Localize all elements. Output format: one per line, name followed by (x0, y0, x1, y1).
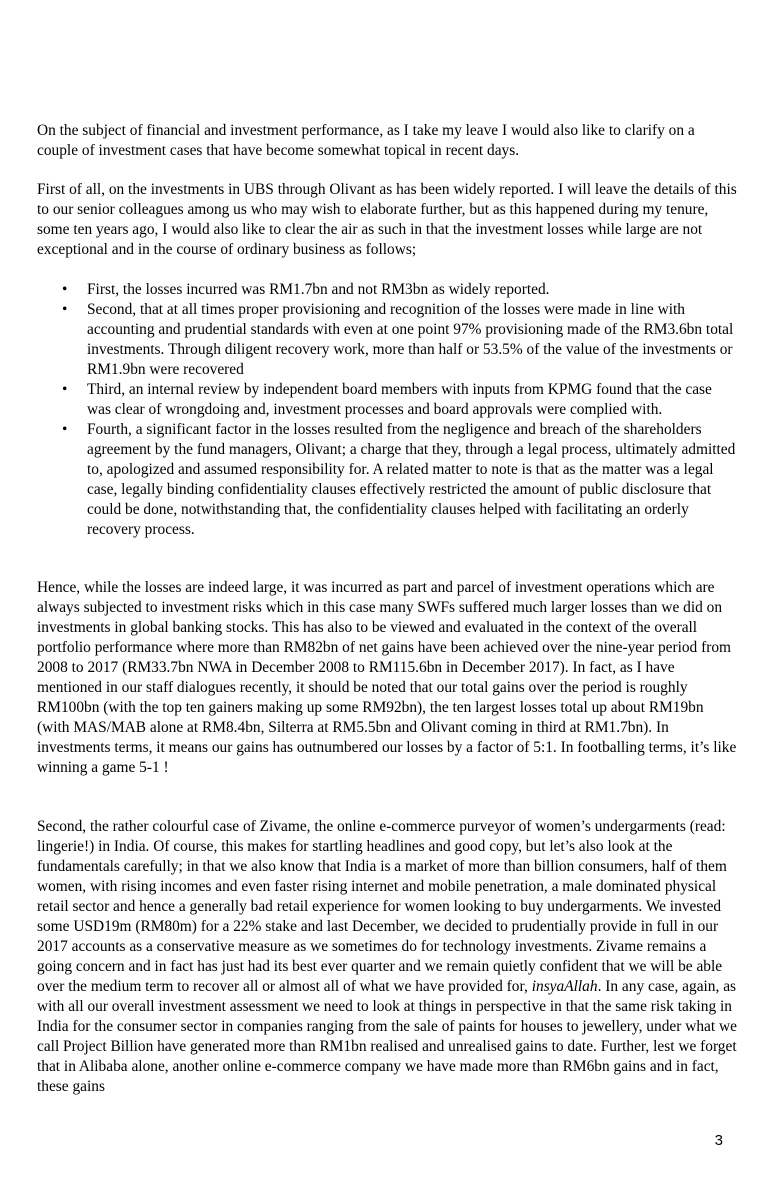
bullet-icon: • (62, 281, 68, 298)
paragraph-zivame: Second, the rather colourful case of Zivame, the online e-commerce purveyor of women’s undergarments (read: lingerie!) in India. Of course, this makes for startling headlines and good copy, but let’s also look at the fundamentals carefully; in that we also know that India is a market of more than billion consumers, half of them women, with rising incomes and even faster rising internet and mobile penetration, a male dominated physical retail sector and hence a generally bad retail experience for women looking to buy undergarments. We invested some USD19m (RM80m) for a 22% stake and last December, we decided to prudentially provide in full in our 2017 accounts as a conservative measure as we sometimes do for technology investments. Zivame remains a going concern and in fact has just had its best ever quarter and we remain quietly confident that we will be able over the medium term to recover all or almost all of what we have provided for, insyaAllah. In any case, again, as with all our overall investment assessment we need to look at things in perspective in that the same risk taking in India for the consumer sector in companies ranging from the sale of paints for houses to jewellery, under what we call Project Billion have generated more than RM1bn realised and unrealised gains to date. Further, lest we forget that in Alibaba alone, another online e-commerce company we have made more than RM6bn gains and in fact, these gains (37, 818, 737, 1095)
bullet-icon: • (62, 421, 68, 438)
list-item (37, 300, 737, 380)
italic-insyaallah: insyaAllah (531, 978, 598, 995)
paragraph-losses-context: Hence, while the losses are indeed large, it was incurred as part and parcel of investment operations which are always subjected to investment risks which in this case many SWFs suffered much larger losses than we did on investments in global banking stocks. This has also to be viewed and evaluated in the context of the overall portfolio performance where more than RM82bn of net gains have been achieved over the nine-year period from 2008 to 2017 (RM33.7bn NWA in December 2008 to RM115.6bn in December 2017). In fact, as I have mentioned in our staff dialogues recently, it should be noted that our total gains over the period is roughly RM100bn (with the top ten gainers making up some RM92bn), the ten largest losses total up about RM19bn (with MAS/MAB alone at RM8.4bn, Silterra at RM5.5bn and Olivant coming in third at RM1.7bn). In investments terms, it means our gains has outnumbered our losses by a factor of 5:1. In footballing terms, it’s like winning a game 5-1 ! (37, 579, 737, 776)
page-number: 3 (714, 1132, 723, 1149)
list-item (37, 280, 737, 300)
paragraph-intro: On the subject of financial and investment performance, as I take my leave I would also like to clarify on a couple of investment cases that have become somewhat topical in recent days. (37, 122, 695, 159)
bullet-list (37, 280, 737, 540)
list-item (37, 420, 737, 540)
bullet-icon: • (62, 381, 68, 398)
bullet-text: Fourth, a significant factor in the losses resulted from the negligence and breach of the shareholders agreement by the fund managers, Olivant; a charge that they, through a legal process, ultimately admitted to, apologized and assumed responsibility for. A related matter to note is that as the matter was a legal case, legally binding confidentiality clauses effectively restricted the amount of public disclosure that could be done, notwithstanding that, the confidentiality clauses helped with facilitating an orderly recovery process. (87, 421, 736, 538)
paragraph-ubs-olivant: First of all, on the investments in UBS through Olivant as has been widely reported. I will leave the details of this to our senior colleagues among us who may wish to elaborate further, but as this happened during my tenure, some ten years ago, I would also like to clear the air as such in that the investment losses while large are not exceptional and in the course of ordinary business as follows; (37, 181, 737, 258)
list-item (37, 380, 737, 420)
bullet-text: First, the losses incurred was RM1.7bn and not RM3bn as widely reported. (87, 281, 550, 298)
bullet-icon: • (62, 301, 68, 318)
bullet-text: Second, that at all times proper provisioning and recognition of the losses were made in line with accounting and prudential standards with even at one point 97% provisioning made of the RM3.6bn total investments. Through diligent recovery work, more than half or 53.5% of the value of the investments or RM1.9bn were recovered (87, 301, 734, 378)
bullet-text: Third, an internal review by independent board members with inputs from KPMG found that the case was clear of wrongdoing and, investment processes and board approvals were complied with. (87, 381, 712, 418)
